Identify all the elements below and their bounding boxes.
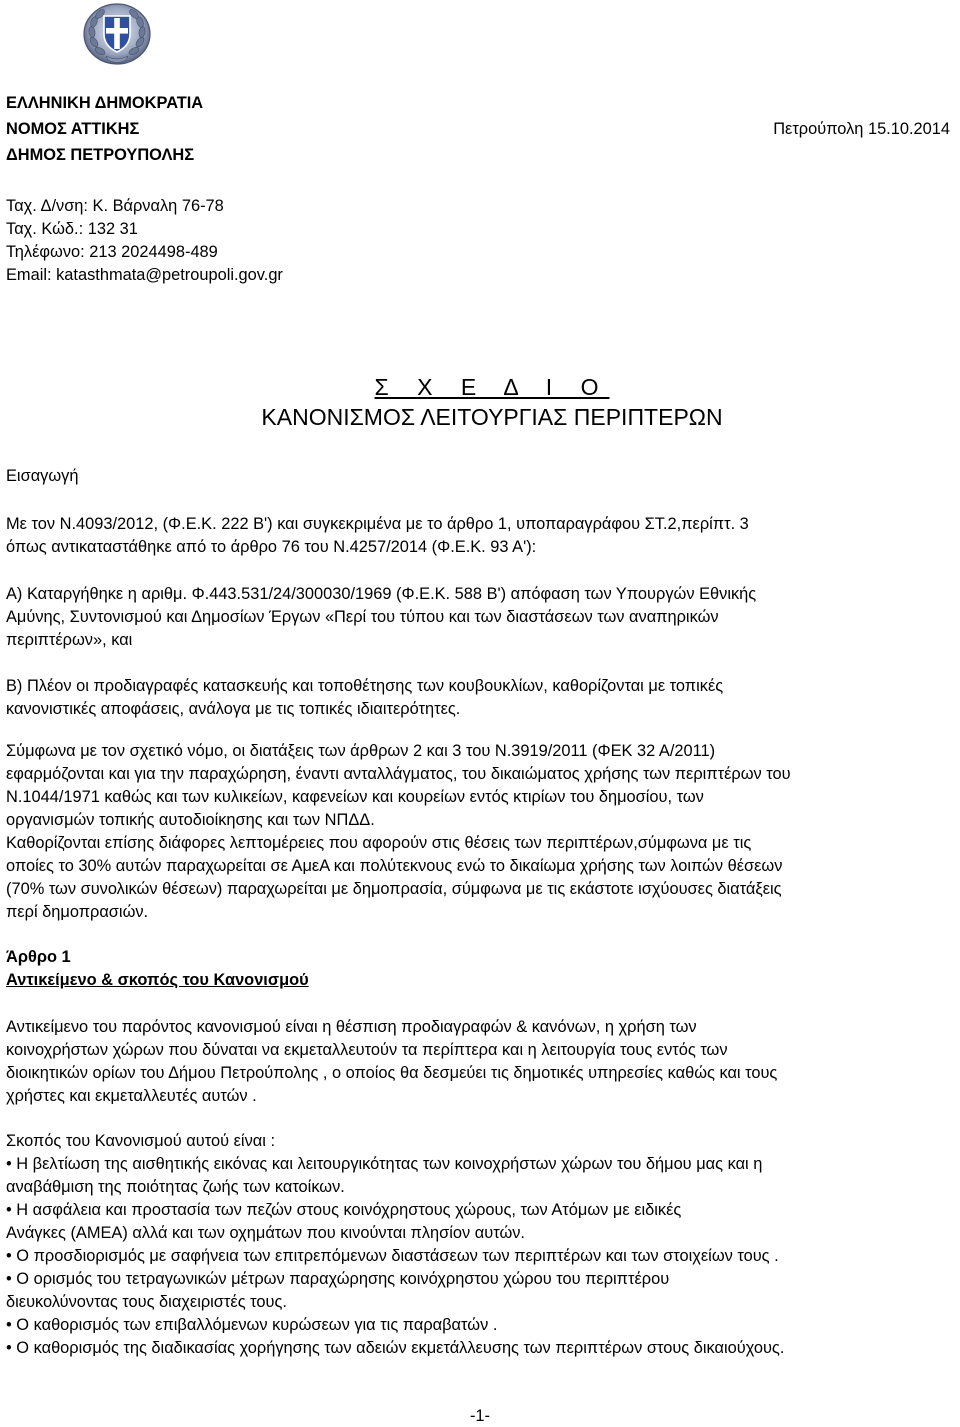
text-line: (70% των συνολικών θέσεων) παραχωρείται με δημοπρασία, σύμφωνα με τις εκάστοτε ισχύουσες διατάξεις [6, 880, 782, 898]
text-line: εφαρμόζονται και για την παραχώρηση, έναντι ανταλλάγματος, του δικαιώματος χρήσης των περιπτέρων του [6, 765, 791, 783]
text-line: κανονιστικές αποφάσεις, ανάλογα με τις τοπικές ιδιαιτερότητες. [6, 700, 461, 718]
article-1-paragraph-1 [6, 1016, 958, 1108]
list-item-continuation: διευκολύνοντας τους διαχειριστές τους. [6, 1293, 287, 1311]
list-item: • Ο ορισμός του τετραγωνικών μέτρων παραχώρησης κοινόχρηστου χώρου του περιπτέρου [6, 1270, 670, 1288]
text-line: όπως αντικαταστάθηκε από το άρθρο 76 του Ν.4257/2014 (Φ.Ε.Κ. 93 Α'): [6, 538, 537, 556]
intro-section [6, 465, 958, 488]
list-item: • Ο προσδιορισμός με σαφήνεια των επιτρεπόμενων διαστάσεων των περιπτέρων και των στοιχείων τους . [6, 1247, 779, 1265]
text-line: Με τον Ν.4093/2012, (Φ.Ε.Κ. 222 Β') και συγκεκριμένα με το άρθρο 1, υποπαραγράφου ΣΤ.2,περίπτ. 3 [6, 515, 749, 533]
list-item-continuation: Ανάγκες (ΑΜΕΑ) αλλά και των οχημάτων που κινούνται πλησίον αυτών. [6, 1224, 525, 1242]
contact-details [6, 195, 958, 287]
intro-heading: Εισαγωγή [6, 467, 79, 485]
intro-paragraph-a [6, 583, 958, 652]
text-line: χρήστες και εκμεταλλευτές αυτών . [6, 1087, 257, 1105]
list-item: • Ο καθορισμός της διαδικασίας χορήγησης των αδειών εκμετάλλευσης των περιπτέρων στους δικαιούχους. [6, 1339, 785, 1357]
text-line: Καθορίζονται επίσης διάφορες λεπτομέρειες που αφορούν στις θέσεις των περιπτέρων,σύμφωνα με τις [6, 834, 752, 852]
text-line: περί δημοπρασιών. [6, 903, 149, 921]
text-line: Β) Πλέον οι προδιαγραφές κατασκευής και τοποθέτησης των κουβουκλίων, καθορίζονται με τοπικές [6, 677, 724, 695]
article-label: Άρθρο 1 [6, 948, 71, 966]
text-line: Ν.1044/1971 καθώς και των κυλικείων, καφενείων και κουρείων εντός κτιρίων του δημοσίου, των [6, 788, 704, 806]
prefecture-name: ΝΟΜΟΣ ΑΤΤΙΚΗΣ [6, 120, 140, 138]
text-line: διοικητικών ορίων του Δήμου Πετρούπολης , ο οποίος θα δεσμεύει τις δημοτικές υπηρεσίες καθώς και τους [6, 1064, 778, 1082]
list-item: • Η βελτίωση της αισθητικής εικόνας και λειτουργικότητας των κοινοχρήστων χώρων του δήμου μας και η [6, 1155, 763, 1173]
phone-number: Τηλέφωνο: 213 2024498-489 [6, 243, 218, 261]
document-date: Πετρούπολη 15.10.2014 [773, 120, 950, 138]
document-title [24, 372, 960, 432]
municipality-name: ΔΗΜΟΣ ΠΕΤΡΟΥΠΟΛΗΣ [6, 146, 195, 164]
text-line: Αντικείμενο του παρόντος κανονισμού είναι η θέσπιση προδιαγραφών & κανόνων, η χρήση των [6, 1018, 697, 1036]
text-line: Αμύνης, Συντονισμού και Δημοσίων Έργων «Περί του τύπου και των διαστάσεων των αναπηρικών [6, 608, 719, 626]
greek-emblem-seal-icon [82, 2, 152, 66]
intro-paragraph-1 [6, 513, 958, 559]
article-1-header [6, 946, 958, 992]
text-line: Σύμφωνα με τον σχετικό νόμο, οι διατάξεις των άρθρων 2 και 3 του Ν.3919/2011 (ΦΕΚ 32 Α/2011) [6, 742, 716, 760]
list-item-continuation: αναβάθμιση της ποιότητας ζωής των κατοίκων. [6, 1178, 345, 1196]
text-line: Α) Καταργήθηκε η αριθμ. Φ.443.531/24/300030/1969 (Φ.Ε.Κ. 588 Β') απόφαση των Υπουργών Εθνικής [6, 585, 757, 603]
intro-paragraph-b [6, 675, 958, 721]
list-item: • Ο καθορισμός των επιβαλλόμενων κυρώσεων για τις παραβατών . [6, 1316, 498, 1334]
article-heading: Αντικείμενο & σκοπός του Κανονισμού [6, 971, 309, 989]
text-line: κοινοχρήστων χώρων που δύναται να εκμεταλλευτούν τα περίπτερα και η λειτουργία τους εντός των [6, 1041, 728, 1059]
article-1-purpose-list [6, 1130, 958, 1360]
text-line: περιπτέρων», και [6, 631, 133, 649]
text-line: οργανισμών τοπικής αυτοδιοίκησης και των ΝΠΔΔ. [6, 811, 375, 829]
purpose-intro: Σκοπός του Κανονισμού αυτού είναι : [6, 1132, 275, 1150]
country-name: ΕΛΛΗΝΙΚΗ ΔΗΜΟΚΡΑΤΙΑ [6, 94, 204, 112]
postal-code: Ταχ. Κώδ.: 132 31 [6, 220, 138, 238]
text-line: οποίες το 30% αυτών παραχωρείται σε ΑμεΑ και πολύτεκνους ενώ το δικαίωμα χρήσης των λοιπών θέσεων [6, 857, 783, 875]
regulation-title: ΚΑΝΟΝΙΣΜΟΣ ΛΕΙΤΟΥΡΓΙΑΣ ΠΕΡΙΠΤΕΡΩΝ [261, 404, 723, 430]
page-number: -1- [469, 1407, 491, 1425]
list-item: • Η ασφάλεια και προστασία των πεζών στους κοινόχρηστους χώρους, των Ατόμων με ειδικές [6, 1201, 682, 1219]
email-address: Email: katasthmata@petroupoli.gov.gr [6, 266, 283, 284]
intro-paragraph-3 [6, 740, 958, 924]
postal-address: Ταχ. Δ/νση: Κ. Βάρναλη 76-78 [6, 197, 224, 215]
draft-title: Σ Χ Ε Δ Ι Ο [374, 374, 610, 400]
